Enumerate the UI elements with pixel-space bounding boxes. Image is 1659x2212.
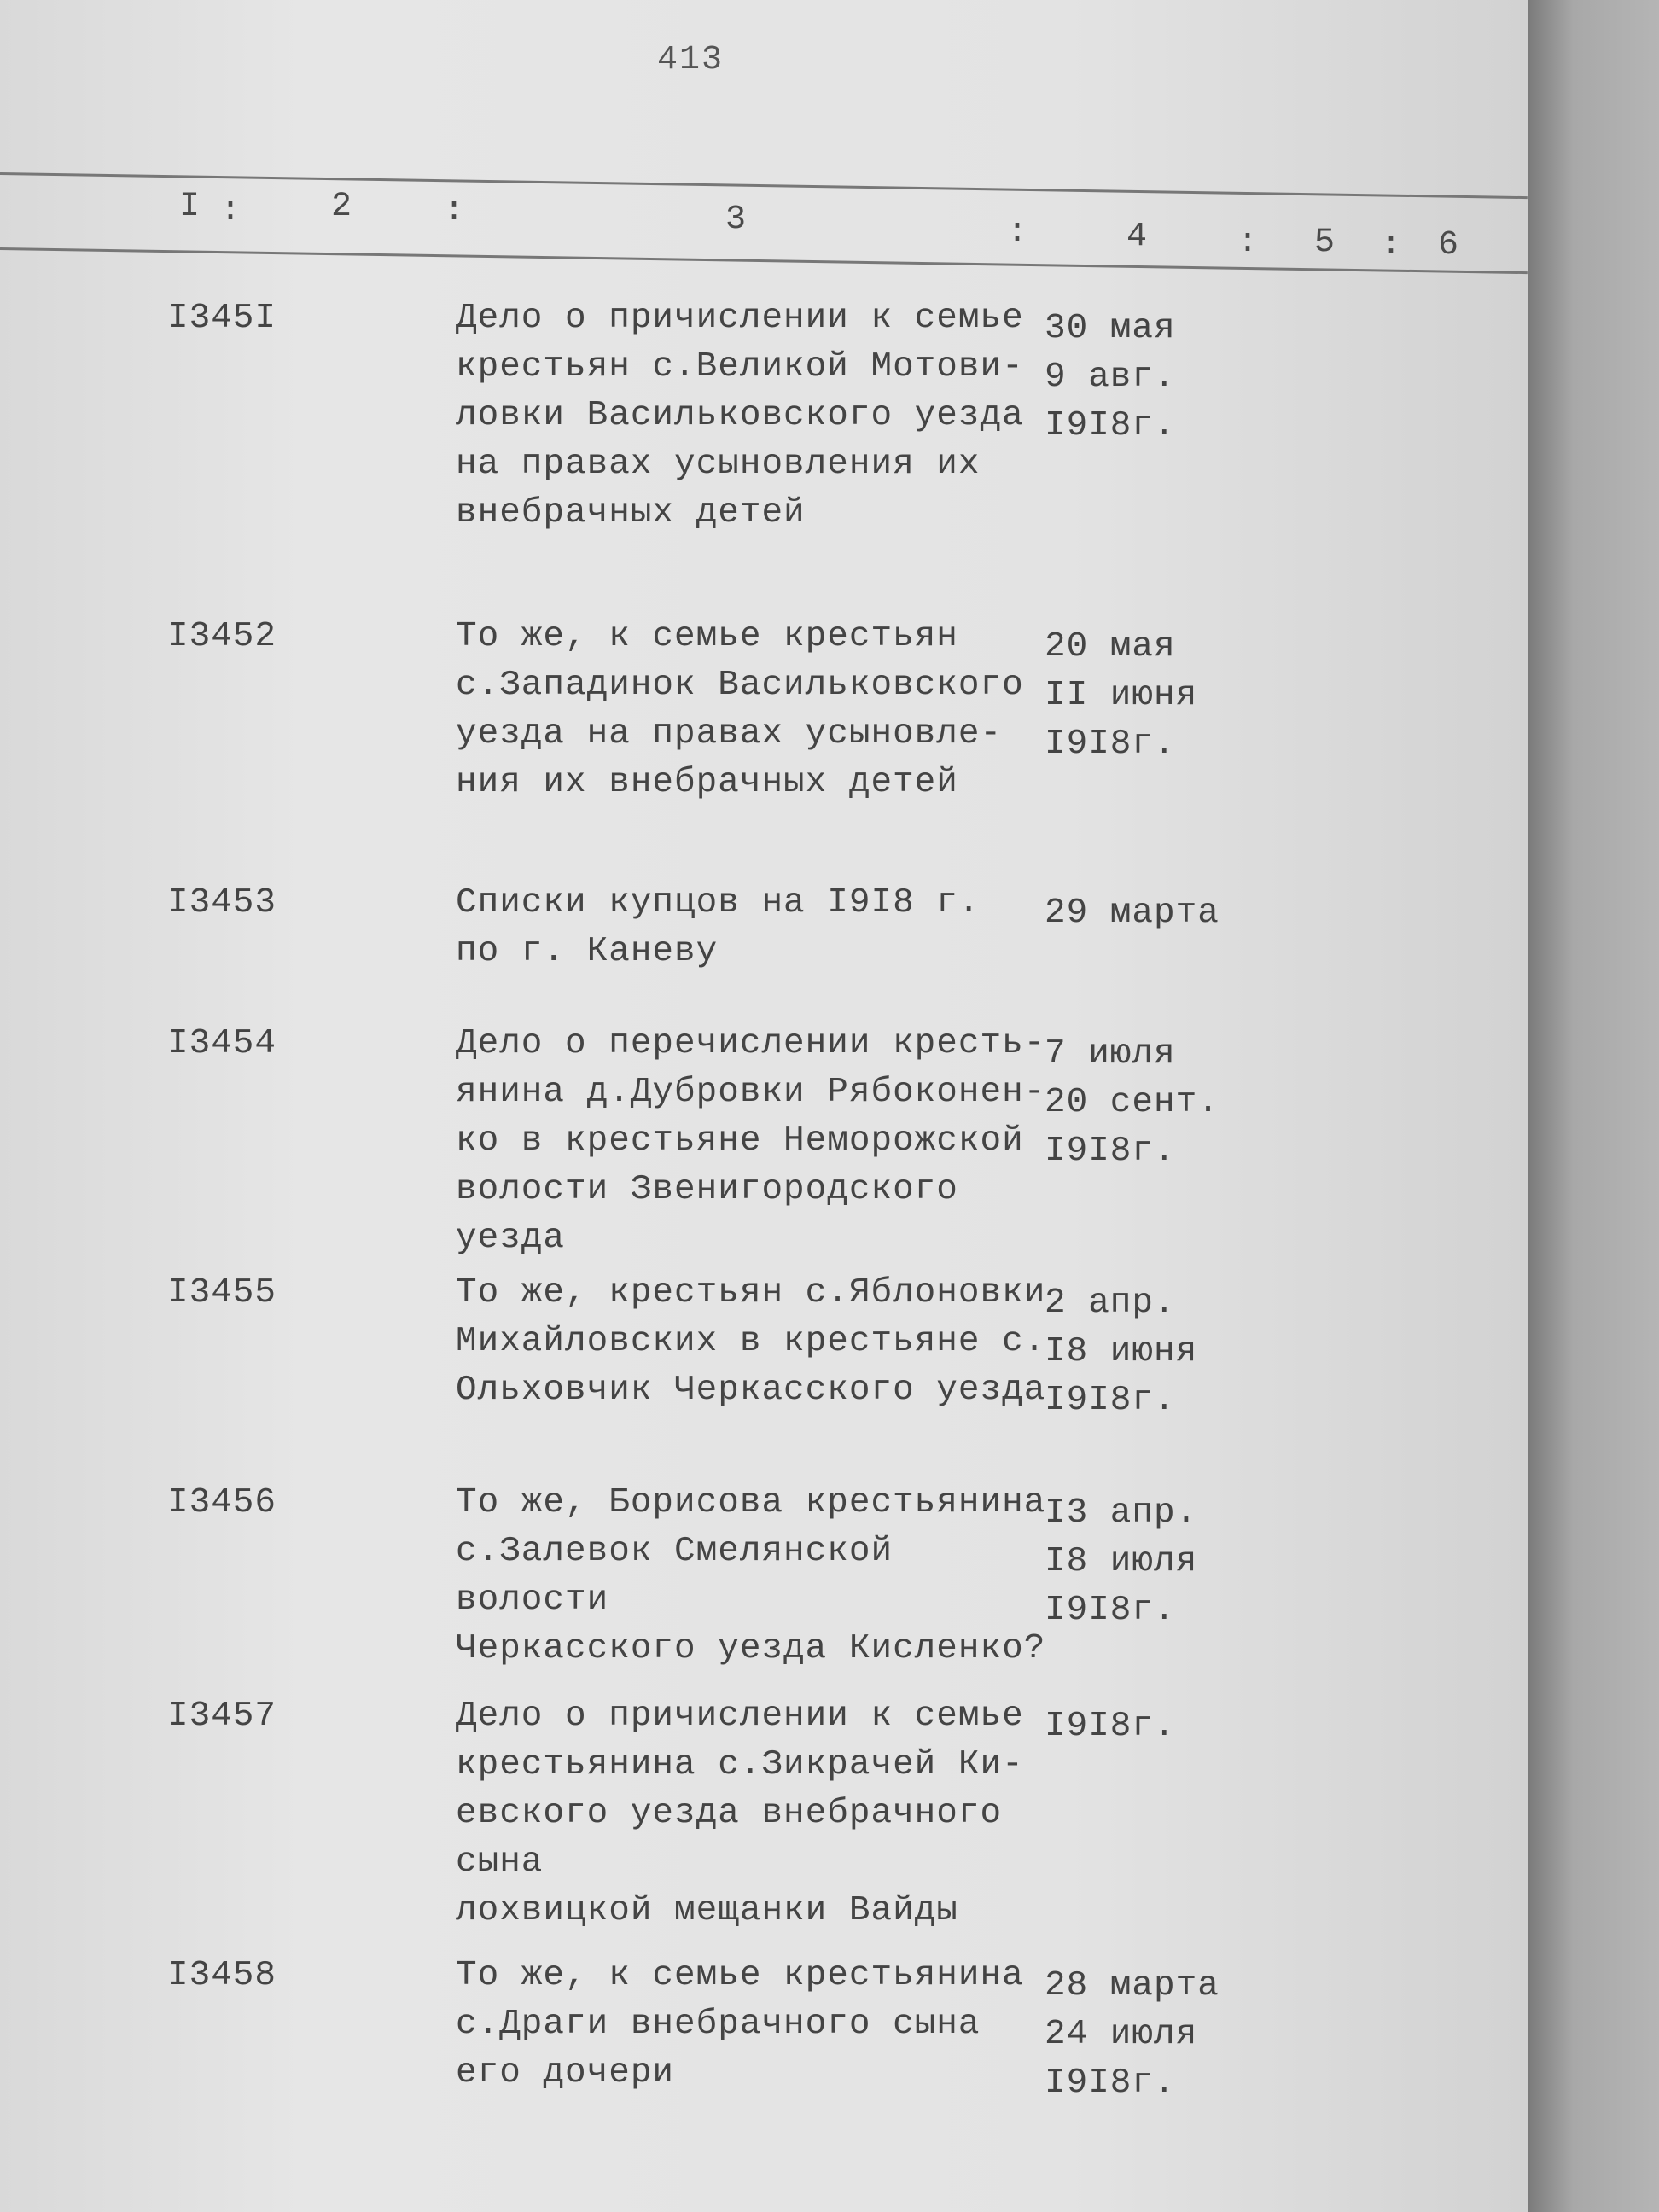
column-header-3: 3	[725, 201, 747, 239]
column-header-4: 4	[1126, 218, 1148, 256]
entry-number: I3452	[167, 617, 277, 656]
page-number: 413	[657, 41, 725, 79]
entry-number: I3453	[167, 883, 277, 923]
entry-dates: I3 апр. I8 июля I9I8г.	[1045, 1493, 1198, 1630]
column-header-6: 6	[1438, 226, 1459, 265]
entry-description: Списки купцов на I9I8 г. по г. Каневу	[456, 883, 981, 971]
header-bottom-rule	[0, 247, 1528, 274]
entry-description: То же, к семье крестьянина с.Драги внебрачного сына его дочери	[456, 1956, 1024, 2093]
entry-description: Дело о причислении к семье крестьянина с.Зикрачей Ки- евского уезда внебрачного сына лохвицкой мещанки Вайды	[456, 1697, 1024, 1930]
entry-dates: 20 мая II июня I9I8г.	[1045, 627, 1198, 764]
entry-number: I3454	[167, 1024, 277, 1063]
entry-number: I3456	[167, 1483, 277, 1522]
entry-number: I3458	[167, 1956, 277, 1995]
entry-dates: I9I8г.	[1045, 1707, 1176, 1746]
entry-description: То же, Борисова крестьянина с.Залевок Смелянской волости Черкасского уезда Кисленко?	[456, 1483, 1046, 1668]
column-header-2: 2	[331, 188, 352, 226]
page-binding-edge	[1528, 0, 1659, 2212]
column-header-5: 5	[1314, 224, 1336, 262]
entry-number: I3455	[167, 1273, 277, 1313]
column-separator: :	[444, 192, 465, 230]
entry-dates: 28 марта 24 июля I9I8г.	[1045, 1966, 1220, 2103]
entry-description: То же, крестьян с.Яблоновки Михайловских в крестьяне с. Ольховчик Черкасского уезда	[456, 1273, 1046, 1410]
entry-dates: 7 июля 20 сент. I9I8г.	[1045, 1034, 1220, 1171]
entry-dates: 2 апр. I8 июня I9I8г.	[1045, 1284, 1198, 1420]
column-separator: :	[1237, 224, 1259, 262]
entry-dates: 29 марта	[1045, 894, 1220, 933]
entry-description: Дело о перечислении кресть- янина д.Дубровки Рябоконен- ко в крестьяне Неморожской волости Звенигородского уезда	[456, 1024, 1046, 1258]
entry-description: То же, к семье крестьян с.Западинок Васильковского уезда на правах усыновле- ния их внебрачных детей	[456, 617, 1024, 802]
entry-description: Дело о причислении к семье крестьян с.Великой Мотови- ловки Васильковского уезда на правах усыновления их внебрачных детей	[456, 299, 1024, 533]
column-separator: :	[220, 192, 242, 230]
column-separator: :	[1007, 213, 1028, 252]
entry-number: I345I	[167, 299, 277, 338]
column-separator: :	[1381, 226, 1402, 265]
entry-number: I3457	[167, 1697, 277, 1736]
entry-dates: 30 мая 9 авг. I9I8г.	[1045, 309, 1176, 445]
column-header-1: I	[179, 188, 201, 226]
